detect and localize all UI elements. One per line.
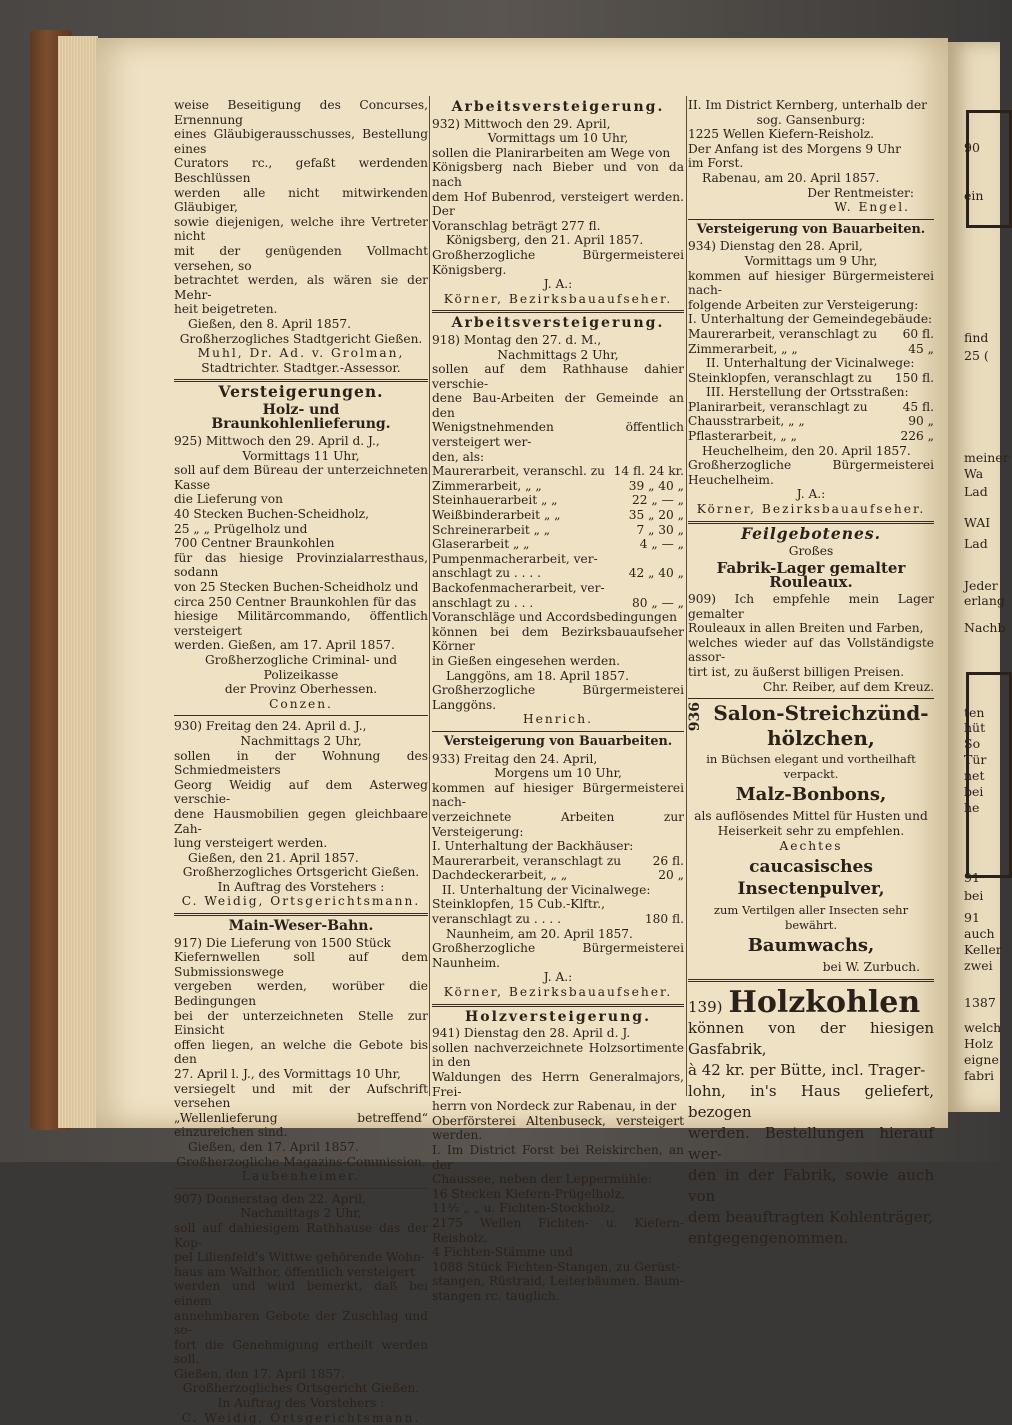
notice-941-name: W. Engel. [834,200,910,215]
text-line: die Lieferung von [174,492,283,507]
text-line: sollen die Planirarbeiten am Wege von [432,145,671,160]
notice-925 [174,434,428,653]
notice-907 [174,1192,428,1382]
ad-936-title-2: hölzchen, [767,726,875,751]
text-line: Oberförsterei Altenbuseck, versteigert werden. [432,1113,684,1143]
divider [688,698,934,699]
text-line: dene Hausmobilien gegen gleichbaare Zah- [174,806,428,836]
text-line: Chaussee, neben der Leppermühle: [432,1172,652,1187]
heading-versteigerung-bauarbeiten-933: Versteigerung von Bauarbeiten. [443,733,673,749]
notice-930-sign-2: In Auftrag des Vorstehers : [217,879,385,894]
table-row [432,508,684,523]
section-heading-versteigerungen: Versteigerungen. [218,382,384,402]
text-line: offen liegen, an welche die Gebote bis den [174,1037,428,1067]
ad-936-line-1: in Büchsen elegant und vortheilhaft verpackt. [706,752,916,781]
notice-907-sign: Großherzogliches Ortsgericht Gießen. [182,1381,420,1396]
notice-933-table-2 [432,897,684,926]
row-value: 150 fl. [894,370,934,385]
next-page-text: Nachb [964,620,1006,635]
text-line: 16 Stecken Kiefern-Prügelholz, [432,1186,625,1201]
notice-933 [432,752,684,854]
text-line: 917) Die Lieferung von 1500 Stück [174,935,391,950]
text-line: 925) Mittwoch den 29. April d. J., [174,434,380,449]
table-row [688,327,934,342]
text-line: den, als: [432,449,485,464]
text-line: soll auf dahiesigem Rathhause das der Kop- [174,1220,428,1250]
divider [688,979,934,982]
text-line: kommen auf hiesiger Bürgermeisterei nach- [688,268,934,298]
row-item: Maurerarbeit, veranschl. zu [432,464,605,479]
divider [432,731,684,732]
notice-918-tail [432,610,684,668]
text-line: bei der unterzeichneten Stelle zur Einsicht [174,1008,428,1038]
text-line: Vormittags um 9 Uhr, [744,253,878,268]
column-rule [429,96,430,1096]
notice-934-sign: Großherzogliche Bürgermeisterei Heuchelheim. [688,458,934,487]
text-line: sowie diejenigen, welche ihre Vertreter nicht [174,214,428,244]
next-page-text: bei [964,888,984,903]
ad-909-kicker: Großes [788,544,834,559]
ad-936-number: 936 [687,702,703,732]
notice-court: Großherzogliches Stadtgericht Gießen. [179,331,423,346]
notice-917-name: Laubenheimer. [241,1169,361,1184]
next-page-text: bei [964,784,984,799]
notice-934-subhead-2: III. Herstellung der Ortsstraßen: [706,385,909,400]
row-value: 26 fl. [652,853,684,868]
text-line: I. Unterhaltung der Gemeindegebäude: [688,312,933,327]
notice-934-date: Heuchelheim, den 20. April 1857. [702,443,911,458]
text-line: sollen nachverzeichnete Holzsortimente in den [432,1040,684,1070]
notice-917 [174,936,428,1140]
next-page-text: Lad [964,536,988,551]
ad-936-malz-bonbons: Malz-Bonbons, [735,784,887,806]
next-page-text: WAI [964,515,991,530]
heading-arbeitsversteigerung-918: Arbeitsversteigerung. [451,315,665,332]
text-line: 933) Freitag den 24. April, [432,751,598,766]
text-line: dem beauftragten Kohlenträger, [688,1207,933,1226]
heading-holzversteigerung: Holzversteigerung. [465,1008,651,1025]
next-page-text: Tür [964,752,987,767]
text-line: annehmbaren Gebote der Zuschlag und so- [174,1308,428,1338]
notice-934-table-3 [688,400,934,444]
notice-918-name: Henrich. [523,712,593,727]
notice-933-name: Körner, Bezirksbauaufseher. [443,985,673,1000]
text-line: circa 250 Centner Braunkohlen für das [174,594,417,609]
notice-934-table-2 [688,371,934,386]
table-row [688,342,934,357]
next-page-text: Wa [964,466,984,481]
text-line: in Gießen eingesehen werden. [432,653,620,668]
next-page-text: meiner [964,450,1009,465]
notice-date: Gießen, den 8. April 1857. [188,316,352,331]
text-line: 1088 Stück Fichten-Stangen, zu Gerüst- [432,1259,681,1274]
text-line: I. Unterhaltung der Backhäuser: [432,839,634,854]
text-line: II. Im District Kernberg, unterhalb der [688,98,927,112]
text-line: werden. Bestellungen hierauf wer- [688,1123,934,1163]
notice-934-sign-2: J. A.: [796,487,826,502]
table-row [432,523,684,538]
next-page-text: Holz [964,1036,994,1051]
text-line: 941) Dienstag den 28. April d. J. [432,1026,631,1041]
text-line: haus am Walthor, öffentlich versteigert [174,1264,415,1279]
ad-139-title: Holzkohlen [728,984,921,1020]
text-line: 918) Montag den 27. d. M., [432,332,602,347]
row-value [611,552,684,567]
ad-936-line-2: als auflösendes Mittel für Husten und [694,809,928,824]
text-line: Waldungen des Herrn Generalmajors, Frei- [432,1070,684,1099]
row-item: anschlagt zu . . . . [432,566,542,581]
row-value: 39 „ 40 „ [628,478,684,493]
text-line: 11½ „ „ u. Fichten-Stockholz, [432,1201,615,1216]
notice-933-subhead: II. Unterhaltung der Vicinalwege: [442,882,651,897]
text-line: betrachtet werden, als wären sie der Mehr- [174,273,428,302]
text-line: 2175 Wellen Fichten- u. Kiefern-Reisholz, [432,1215,684,1245]
row-item: Glaserarbeit „ „ [432,537,530,552]
next-page-text: hüt [964,720,986,735]
row-value: 42 „ 40 „ [628,566,684,581]
next-page-text: 91 [964,870,980,885]
text-line: 909) Ich empfehle mein Lager gemalter [688,592,934,621]
heading-main-weser-bahn: Main-Weser-Bahn. [228,918,374,935]
text-line: sollen in der Wohnung des Schmiedmeisters [174,748,428,778]
table-row [432,596,684,611]
text-line: 700 Centner Braunkohlen [174,536,335,551]
divider [174,1188,428,1189]
page-edges [58,36,98,1128]
notice-932-sign: Großherzogliche Bürgermeisterei Königsberg. [432,247,684,277]
notice-941-continued [688,98,934,171]
row-value [637,897,684,912]
heading-versteigerung-bauarbeiten-934: Versteigerung von Bauarbeiten. [696,221,926,237]
notice-917-sign: Großherzogliche Magazins-Commission. [176,1154,426,1169]
notice-907-sign-2: In Auftrag des Vorstehers : [217,1396,385,1411]
notice-907-name: C. Weidig, Ortsgerichtsmann. [181,1410,421,1425]
ad-936-vendor: bei W. Zurbuch. [822,960,920,975]
row-item: Chausstrarbeit, „ „ [688,414,805,429]
notice-941-sign: Der Rentmeister: [807,185,914,200]
row-value: 14 fl. 24 kr. [613,464,684,479]
notice-signatory-titles: Stadtrichter. Stadtger.-Assessor. [201,360,401,375]
row-item: Zimmerarbeit, „ „ [432,478,542,493]
notice-918-table [432,464,684,610]
table-row [432,479,684,494]
text-line: soll auf dem Büreau der unterzeichneten Kasse [174,463,428,492]
row-value: 4 „ — „ [639,537,684,552]
divider [174,715,428,716]
divider [432,310,684,313]
row-item: Pumpenmacherarbeit, ver- [432,551,598,566]
row-value: 90 „ [908,414,934,429]
next-page-text: ein [964,188,984,203]
notice-934-subhead-1: II. Unterhaltung der Vicinalwege: [706,356,915,371]
notice-930 [174,719,428,850]
next-page-text: 1387 [964,995,996,1010]
text-line: werden und wird bemerkt, daß bei einem [174,1279,428,1308]
row-item: Steinklopfen, 15 Cub.-Klftr., [432,897,605,912]
heading-arbeitsversteigerung-932: Arbeitsversteigerung. [451,99,665,115]
notice-933-date: Naunheim, am 20. April 1857. [446,926,633,941]
text-line: à 42 kr. per Bütte, incl. Trager- [688,1060,926,1079]
text-line: Nachmittags 2 Uhr, [497,347,619,362]
next-page-text: auch [964,926,995,941]
text-line: welches wieder auf das Vollständigste assor- [688,635,934,665]
text-line: 27. April l. J., des Vormittags 10 Uhr, [174,1067,401,1081]
text-line: hiesige Militärcommando, öffentlich versteigert [174,609,428,638]
notice-925-name: Conzen. [269,696,333,711]
row-value: 60 fl. [902,326,934,341]
text-line: Georg Weidig auf dem Asterweg verschie- [174,777,428,807]
next-page-edge [948,42,1009,1112]
next-page-text: welch [964,1020,1002,1035]
text-line: herrn von Nordeck zur Rabenau, in der [432,1099,677,1114]
text-line: folgende Arbeiten zur Versteigerung: [688,297,919,312]
notice-933-table [432,854,684,883]
text-line: pel Lilienfeld's Wittwe gehörende Wohn- [174,1250,425,1265]
text-line: können von der hiesigen Gasfabrik, [688,1018,934,1058]
next-page-text: 91 [964,910,980,925]
table-row [688,400,934,415]
next-page-text: find [964,330,989,345]
text-line: 907) Donnerstag den 22. April, [174,1191,366,1206]
ad-936-aechtes: Aechtes [779,838,843,853]
text-line: Curators rc., gefaßt werdenden Beschlüssen [174,156,428,185]
row-item: Schreinerarbeit „ „ [432,522,551,537]
row-value: 35 „ 20 „ [628,508,684,523]
notice-930-name: C. Weidig, Ortsgerichtsmann. [181,894,421,909]
notice-933-sign: Großherzogliche Bürgermeisterei Naunheim. [432,941,684,970]
table-row [688,371,934,386]
text-line: Nachmittags 2 Uhr, [240,733,362,748]
notice-917-date: Gießen, den 17. April 1857. [188,1139,359,1154]
text-line: 25 „ „ Prügelholz und [174,521,308,536]
notice-941-date: Rabenau, am 20. April 1857. [702,170,880,185]
row-item: Steinhauerarbeit „ „ [432,493,558,508]
text-line: 930) Freitag den 24. April d. J., [174,719,367,734]
notice-941 [432,1026,684,1303]
notice-918-sign: Großherzogliche Bürgermeisterei Langgöns. [432,683,684,712]
table-row [432,464,684,479]
text-line: heit beigetreten. [174,302,278,317]
text-line: Morgens um 10 Uhr, [494,766,622,781]
row-value: 20 „ [658,868,684,883]
notice-signatories: Muhl, Dr. Ad. v. Grolman, [197,346,405,361]
row-item: Dachdeckerarbeit, „ „ [432,868,568,883]
section-heading-feilgebotenes: Feilgebotenes. [741,523,881,543]
text-line: Nachmittags 2 Uhr, [240,1206,362,1221]
next-page-text: net [964,768,985,783]
text-line: dem Hof Bubenrod, versteigert werden. Der [432,189,684,219]
row-value: 226 „ [900,429,934,444]
text-line: stangen, Rüstraid, Leiterbäumen, Baum- [432,1274,684,1289]
row-item: Weißbinderarbeit „ „ [432,508,561,523]
ad-909-title: Fabrik-Lager gemalter Rouleaux. [716,558,906,592]
column-2 [432,98,684,1304]
ad-936-insectenpulver: caucasisches Insectenpulver, [737,857,885,900]
table-row [432,912,684,927]
notice-932 [432,117,684,234]
notice-932-name: Körner, Bezirksbauaufseher. [443,291,673,306]
text-line: entgegengenommen. [688,1228,849,1247]
text-line: Kiefernwellen soll auf dem Submissionswege [174,950,428,979]
text-line: werden alle nicht mitwirkenden Gläubiger, [174,185,428,215]
text-line: Vormittags 11 Uhr, [242,448,360,463]
notice-930-date: Gießen, den 21. April 1857. [188,850,359,865]
column-1 [174,98,428,1425]
column-3 [688,98,934,1249]
ad-936-title: Salon-Streichzünd- [713,701,929,726]
column-rule [686,96,687,1096]
notice-925-sign-2: der Provinz Oberhessen. [224,682,378,697]
notice-925-sign: Großherzogliche Criminal- und Polizeikasse [204,652,398,682]
row-value: 22 „ — „ [632,493,684,508]
table-row [432,854,684,869]
row-value: 7 „ 30 „ [636,522,684,537]
next-page-text: 25 ( [964,348,989,363]
text-line: tirt ist, zu äußerst billigen Preisen. [688,664,905,679]
text-line: dene Bau-Arbeiten der Gemeinde an den [432,391,684,420]
text-line: vergeben werden, worüber die Bedingungen [174,979,428,1009]
text-line: werden. Gießen, am 17. April 1857. [174,638,395,653]
notice-918-date: Langgöns, am 18. April 1857. [446,668,629,683]
table-row [432,581,684,596]
divider [432,1004,684,1007]
text-line: fort die Genehmigung ertheilt werden soll. [174,1337,428,1367]
text-line: 934) Dienstag den 28. April, [688,239,863,254]
next-page-text: So [964,736,981,751]
next-page-text: Keller [964,942,1002,957]
text-line: sog. Gansenburg: [756,112,866,127]
notice-932-sign-2: J. A.: [543,277,573,292]
row-value: 180 fl. [644,912,684,927]
table-row [432,537,684,552]
notice-934-table-1 [688,327,934,356]
newspaper-page [96,38,948,1425]
notice-933-sign-2: J. A.: [543,970,573,985]
next-page-text: 90 [964,140,980,155]
text-line: versiegelt und mit der Aufschrift versehen [174,1081,428,1111]
table-row [432,552,684,567]
text-line: Gießen, den 17. April 1857. [174,1366,345,1381]
notice-934-name: Körner, Bezirksbauaufseher. [696,502,926,517]
text-line: kommen auf hiesiger Bürgermeisterei nach- [432,780,684,810]
table-row [432,493,684,508]
text-line: mit der genügenden Vollmacht versehen, so [174,243,428,273]
row-value: 45 „ [908,341,934,356]
text-line: Wenigstnehmenden öffentlich versteigert wer- [432,420,684,450]
ad-936-baumwachs: Baumwachs, [747,935,875,957]
ad-139-text [688,1018,934,1249]
next-page-text: Lad [964,484,988,499]
row-item: Maurerarbeit, veranschlagt zu [432,853,622,868]
divider [174,913,428,916]
ad-936-line-3: Heiserkeit sehr zu empfehlen. [717,823,905,838]
row-item: anschlagt zu . . . [432,595,534,610]
table-row [432,868,684,883]
next-page-text: he [964,800,980,815]
text-line: 932) Mittwoch den 29. April, [432,116,611,131]
text-line: den in der Fabrik, sowie auch von [688,1165,934,1205]
text-line: Rouleaux in allen Breiten und Farben, [688,621,924,636]
table-row [688,414,934,429]
next-page-text: zwei [964,958,993,973]
ad-909-name: Chr. Reiber, auf dem Kreuz. [762,679,934,694]
text-line: Voranschlag beträgt 277 fl. [432,218,601,233]
ad-936-line-4: zum Vertilgen aller Insecten sehr bewährt. [713,903,909,932]
notice-930-sign: Großherzogliches Ortsgericht Gießen. [182,865,420,880]
text-line: eines Gläubigerausschusses, Bestellung eines [174,127,428,156]
text-line: 40 Stecken Buchen-Scheidholz, [174,507,369,522]
notice-934 [688,239,934,327]
text-line: I. Im District Forst bei Reiskirchen, an der [432,1142,684,1172]
ad-909-text [688,592,934,680]
text-line: lohn, in's Haus geliefert, bezogen [688,1081,934,1121]
text-line: Der Anfang ist des Morgens 9 Uhr [688,141,901,156]
text-line: Königsberg nach Bieber und von da nach [432,160,684,189]
next-page-text: ten [964,705,985,720]
text-line: sollen auf dem Rathhause dahier verschie- [432,362,684,391]
ad-936 [688,702,934,749]
text-line: weise Beseitigung des Concurses, Ernennung [174,98,428,127]
row-item: Planirarbeit, veranschlagt zu [688,399,868,414]
heading-holz-braunkohlen: Holz- und Braunkohlenlieferung. [211,401,391,433]
text-line: Voranschläge und Accordsbedingungen [432,610,677,625]
notice-932-date: Königsberg, den 21. April 1857. [446,233,644,248]
text-line: Vormittags um 10 Uhr, [487,131,629,146]
ad-139-number: 139) [688,997,723,1016]
text-line: 1225 Wellen Kiefern-Reisholz. [688,127,875,142]
text-line: können bei dem Bezirksbauaufseher Körner [432,624,684,654]
table-row [432,566,684,581]
table-row [688,429,934,444]
text-line: 4 Fichten-Stämme und [432,1245,573,1260]
ad-139-heading [688,984,934,1020]
text-line: im Forst. [688,156,744,171]
row-item: Maurerarbeit, veranschlagt zu [688,326,878,341]
divider [688,219,934,220]
row-item: Zimmerarbeit, „ „ [688,341,798,356]
next-page-text: fabri [964,1068,995,1083]
next-page-box [966,110,1012,228]
row-value: 45 fl. [902,399,934,414]
row-item: Pflasterarbeit, „ „ [688,429,797,444]
next-page-text: erlang [964,593,1005,608]
row-item: Backofenmacherarbeit, ver- [432,581,605,595]
row-value [611,581,684,596]
text-line: verzeichnete Arbeiten zur Versteigerung: [432,809,684,839]
next-page-text: eigne [964,1052,999,1067]
text-line: für das hiesige Provinzialarresthaus, sodann [174,550,428,580]
text-line: stangen rc. tauglich. [432,1288,560,1303]
row-item: veranschlagt zu . . . . [432,912,561,927]
notice-918 [432,333,684,464]
row-value: 80 „ — „ [632,595,684,610]
text-line: „Wellenlieferung betreffend“ einzureichen sind. [174,1110,428,1140]
text-line: lung versteigert werden. [174,836,328,851]
concurs-notice-text [174,98,428,317]
text-line: von 25 Stecken Buchen-Scheidholz und [174,580,419,594]
next-page-text: Jeder [964,578,998,593]
row-item: Steinklopfen, veranschlagt zu [688,370,872,385]
table-row [432,897,684,912]
